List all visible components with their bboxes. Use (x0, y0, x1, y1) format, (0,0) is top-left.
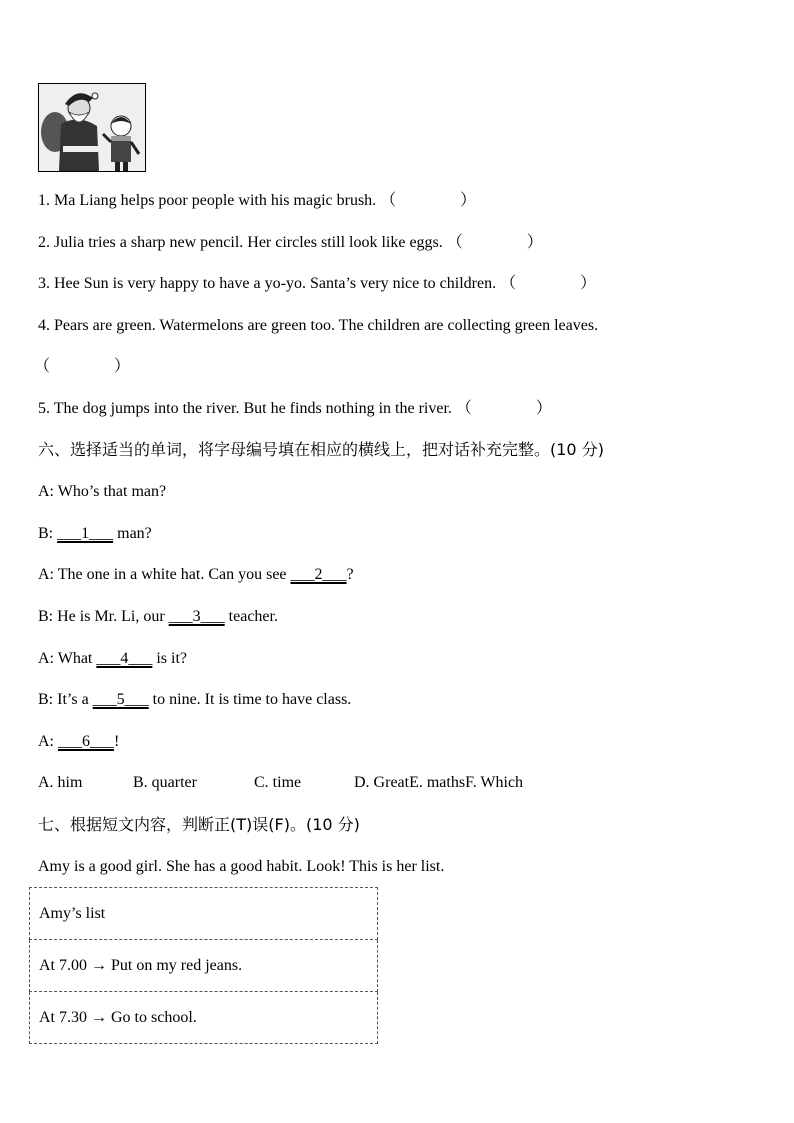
dialogue-text: is it? (152, 650, 188, 667)
dialogue-text: ! (114, 733, 120, 750)
statement-4-paren-line (34, 357, 130, 377)
dialogue-text: A: The one in a white hat. Can you see (38, 566, 291, 583)
statement-2 (38, 233, 543, 253)
statement-text: 4. Pears are green. Watermelons are green too. The children are collecting green leaves. (38, 317, 599, 334)
table-cell: Amy’s list (30, 888, 378, 940)
answer-blank-5[interactable]: ___5___ (92, 691, 149, 708)
statement-4 (38, 316, 598, 336)
dialogue-line (38, 649, 187, 669)
answer-paren[interactable]: （ ） (455, 400, 552, 417)
table-row (30, 888, 378, 940)
section-6-heading: 六、选择适当的单词，将字母编号填在相应的横线上，把对话补充完整。(10 分) (38, 440, 604, 459)
table-row (30, 992, 378, 1044)
dialogue-line (38, 565, 354, 585)
santa-illustration (38, 83, 146, 172)
dialogue-text: ? (346, 566, 354, 583)
dialogue-text: to nine. It is time to have class. (148, 691, 352, 708)
answer-paren[interactable]: （ ） (380, 192, 477, 209)
table-row (30, 940, 378, 992)
answer-blank-2[interactable]: ___2___ (290, 566, 347, 583)
answer-blank-3[interactable]: ___3___ (168, 608, 225, 625)
santa-child-icon (39, 84, 145, 171)
option-b: B. quarter (133, 774, 197, 791)
dialogue-text: A: Who’s that man? (38, 483, 167, 500)
dialogue-line (38, 690, 351, 710)
table-cell: At 7.00 → Put on my red jeans. (30, 940, 378, 992)
statement-text: 3. Hee Sun is very happy to have a yo-yo. Santa’s very nice to children. (38, 275, 497, 292)
dialogue-text: B: It’s a (38, 691, 93, 708)
option-c: C. time (254, 774, 302, 791)
option-d-e-f: D. GreatE. mathsF. Which (354, 774, 524, 791)
table-cell: At 7.30 → Go to school. (30, 992, 378, 1044)
answer-blank-6[interactable]: ___6___ (58, 733, 114, 750)
dialogue-text: A: (38, 733, 58, 750)
dialogue-line (38, 524, 152, 544)
dialogue-line (38, 482, 166, 502)
dialogue-text: man? (113, 525, 152, 542)
statement-1 (38, 191, 476, 211)
answer-paren[interactable]: （ ） (500, 275, 597, 292)
statement-text: 5. The dog jumps into the river. But he finds nothing in the river. (38, 400, 452, 417)
statement-5 (38, 399, 552, 419)
answer-blank-1[interactable]: ___1___ (57, 525, 114, 542)
statement-text: 1. Ma Liang helps poor people with his magic brush. (38, 192, 377, 209)
section-7-heading: 七、根据短文内容，判断正(T)误(F)。(10 分) (38, 815, 360, 834)
dialogue-line (38, 607, 278, 627)
statement-3 (38, 274, 596, 294)
dialogue-text: B: (38, 525, 58, 542)
statement-text: 2. Julia tries a sharp new pencil. Her circles still look like eggs. (38, 234, 443, 251)
dialogue-line (38, 732, 119, 752)
dialogue-text: B: He is Mr. Li, our (38, 608, 169, 625)
passage-intro: Amy is a good girl. She has a good habit. Look! This is her list. (38, 858, 445, 875)
answer-blank-4[interactable]: ___4___ (96, 650, 153, 667)
dialogue-text: A: What (38, 650, 97, 667)
word-options (38, 774, 523, 792)
answer-paren[interactable]: （ ） (34, 358, 131, 375)
amy-list-table (29, 887, 378, 1044)
option-a: A. him (38, 774, 83, 791)
dialogue-text: teacher. (224, 608, 278, 625)
answer-paren[interactable]: （ ） (446, 234, 543, 251)
